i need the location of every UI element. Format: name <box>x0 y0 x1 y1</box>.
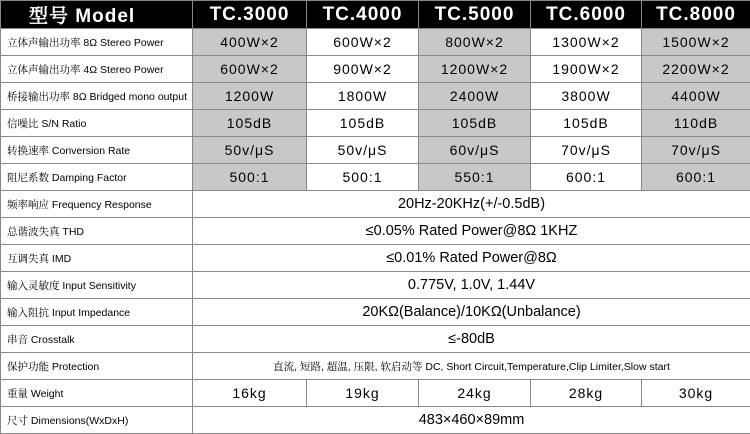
row-label: 保护功能 Protection <box>1 353 193 380</box>
cell-value: 1800W <box>307 83 419 110</box>
cell-value: 0.775V, 1.0V, 1.44V <box>193 272 750 299</box>
row-protection <box>1 353 750 380</box>
row-stereo-power-4ohm <box>1 56 750 83</box>
cell-value: 600W×2 <box>193 56 307 83</box>
cell-value: 900W×2 <box>307 56 419 83</box>
row-label: 频率响应 Frequency Response <box>1 191 193 218</box>
row-conversion-rate <box>1 137 750 164</box>
cell-value: ≤0.01% Rated Power@8Ω <box>193 245 750 272</box>
cell-value: 800W×2 <box>419 29 531 56</box>
cell-value: 110dB <box>642 110 750 137</box>
row-crosstalk <box>1 326 750 353</box>
cell-value: 1300W×2 <box>531 29 642 56</box>
model-header-tc3000: TC.3000 <box>193 1 307 29</box>
cell-value: 600W×2 <box>307 29 419 56</box>
row-damping-factor <box>1 164 750 191</box>
cell-value: 1200W <box>193 83 307 110</box>
cell-value: 600:1 <box>531 164 642 191</box>
cell-value: 3800W <box>531 83 642 110</box>
row-label: 互调失真 IMD <box>1 245 193 272</box>
cell-value: 550:1 <box>419 164 531 191</box>
row-sn-ratio <box>1 110 750 137</box>
row-stereo-power-8ohm <box>1 29 750 56</box>
cell-value: 19kg <box>307 380 419 407</box>
cell-value: 16kg <box>193 380 307 407</box>
row-label: 信噪比 S/N Ratio <box>1 110 193 137</box>
cell-value: 400W×2 <box>193 29 307 56</box>
cell-value: 105dB <box>531 110 642 137</box>
header-row <box>1 1 750 29</box>
row-frequency-response <box>1 191 750 218</box>
row-label: 桥接输出功率 8Ω Bridged mono output <box>1 83 193 110</box>
model-header-tc8000: TC.8000 <box>642 1 750 29</box>
row-label: 输入阻抗 Input Impedance <box>1 299 193 326</box>
cell-value: 500:1 <box>193 164 307 191</box>
cell-value: 105dB <box>193 110 307 137</box>
row-weight <box>1 380 750 407</box>
cell-value: 20KΩ(Balance)/10KΩ(Unbalance) <box>193 299 750 326</box>
row-input-impedance <box>1 299 750 326</box>
cell-value: 2200W×2 <box>642 56 750 83</box>
row-label: 尺寸 Dimensions(WxDxH) <box>1 407 193 434</box>
cell-value: 50v/μS <box>193 137 307 164</box>
row-label: 重量 Weight <box>1 380 193 407</box>
cell-value: 1900W×2 <box>531 56 642 83</box>
cell-value: ≤-80dB <box>193 326 750 353</box>
cell-value: 直流, 短路, 超温, 压限, 软启动等 DC, Short Circuit,Temperature,Clip Limiter,Slow start <box>193 353 750 380</box>
cell-value: 2400W <box>419 83 531 110</box>
cell-value: 30kg <box>642 380 750 407</box>
row-input-sensitivity <box>1 272 750 299</box>
row-thd <box>1 218 750 245</box>
model-header-tc5000: TC.5000 <box>419 1 531 29</box>
cell-value: 105dB <box>307 110 419 137</box>
cell-value: 500:1 <box>307 164 419 191</box>
cell-value: 70v/μS <box>642 137 750 164</box>
row-label: 阻尼系数 Damping Factor <box>1 164 193 191</box>
row-label: 总谐波失真 THD <box>1 218 193 245</box>
cell-value: ≤0.05% Rated Power@8Ω 1KHZ <box>193 218 750 245</box>
cell-value: 50v/μS <box>307 137 419 164</box>
row-label: 立体声输出功率 4Ω Stereo Power <box>1 56 193 83</box>
cell-value: 105dB <box>419 110 531 137</box>
cell-value: 24kg <box>419 380 531 407</box>
row-label: 串音 Crosstalk <box>1 326 193 353</box>
cell-value: 60v/μS <box>419 137 531 164</box>
row-label: 转换速率 Conversion Rate <box>1 137 193 164</box>
cell-value: 600:1 <box>642 164 750 191</box>
row-imd <box>1 245 750 272</box>
cell-value: 70v/μS <box>531 137 642 164</box>
cell-value: 4400W <box>642 83 750 110</box>
model-header-tc6000: TC.6000 <box>531 1 642 29</box>
cell-value: 1200W×2 <box>419 56 531 83</box>
row-label: 立体声输出功率 8Ω Stereo Power <box>1 29 193 56</box>
row-label: 输入灵敏度 Input Sensitivity <box>1 272 193 299</box>
cell-value: 28kg <box>531 380 642 407</box>
cell-value: 1500W×2 <box>642 29 750 56</box>
cell-value: 20Hz-20KHz(+/-0.5dB) <box>193 191 750 218</box>
cell-value: 483×460×89mm <box>193 407 750 434</box>
row-dimensions <box>1 407 750 434</box>
model-header-tc4000: TC.4000 <box>307 1 419 29</box>
row-bridged-output <box>1 83 750 110</box>
model-header-label: 型号 Model <box>1 1 193 29</box>
